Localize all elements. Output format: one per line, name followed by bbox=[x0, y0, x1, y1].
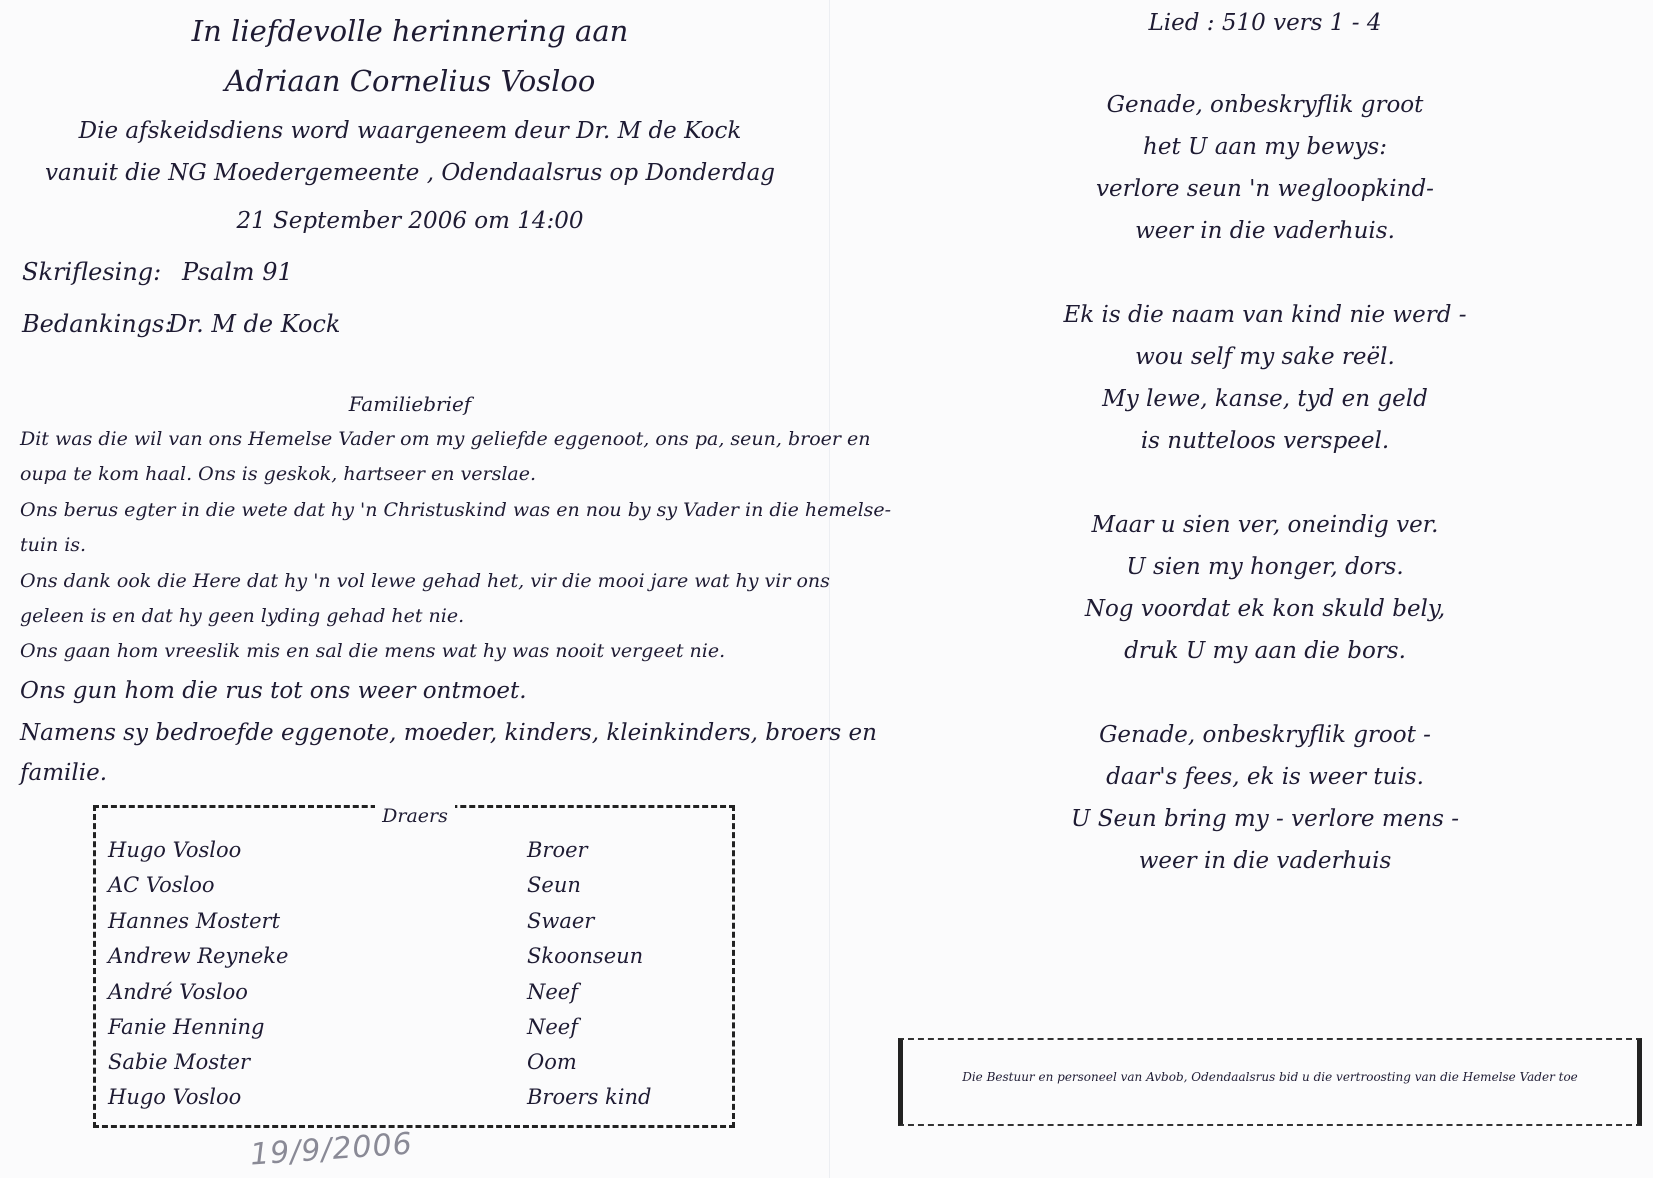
letter-line-large: familie. bbox=[20, 760, 108, 786]
service-date: 21 September 2006 om 14:00 bbox=[236, 208, 584, 234]
hymn-line: weer in die vaderhuis bbox=[1138, 848, 1392, 874]
pallbearer-name: Sabie Moster bbox=[108, 1050, 250, 1074]
hymn-line: weer in die vaderhuis. bbox=[1135, 218, 1395, 244]
pallbearer-relation: Swaer bbox=[527, 909, 595, 933]
hymn-line: Ek is die naam van kind nie werd - bbox=[1063, 302, 1467, 328]
scripture-label: Skriflesing: bbox=[22, 258, 162, 286]
letter-line: Ons dank ook die Here dat hy 'n vol lewe gehad het, vir die mooi jare wat hy vir ons bbox=[20, 570, 830, 592]
deceased-name: Adriaan Cornelius Vosloo bbox=[224, 64, 596, 98]
thanks-label: Bedankings: bbox=[22, 310, 173, 338]
letter-line: oupa te kom haal. Ons is geskok, hartseer en verslae. bbox=[20, 463, 537, 485]
hymn-title: Lied : 510 vers 1 - 4 bbox=[1148, 10, 1382, 36]
handwritten-date: 19/9/2006 bbox=[248, 1126, 414, 1173]
memorial-heading: In liefdevolle herinnering aan bbox=[191, 14, 629, 48]
pallbearer-relation: Broers kind bbox=[527, 1085, 652, 1109]
pallbearer-relation: Seun bbox=[527, 873, 581, 897]
letter-line: Ons gaan hom vreeslik mis en sal die mens wat hy was nooit vergeet nie. bbox=[20, 640, 726, 662]
letter-line: Ons berus egter in die wete dat hy 'n Christuskind was en nou by sy Vader in die hemelse- bbox=[20, 499, 892, 521]
hymn-line: verlore seun 'n wegloopkind- bbox=[1096, 176, 1434, 202]
letter-line: tuin is. bbox=[20, 534, 87, 556]
hymn-line: Genade, onbeskryflik groot bbox=[1106, 92, 1424, 118]
pallbearer-relation: Neef bbox=[527, 980, 579, 1004]
hymn-line: het U aan my bewys: bbox=[1143, 134, 1387, 160]
pallbearer-name: André Vosloo bbox=[108, 980, 248, 1004]
pallbearer-relation: Broer bbox=[527, 838, 588, 862]
pallbearer-relation: Neef bbox=[527, 1015, 579, 1039]
hymn-line: U Seun bring my - verlore mens - bbox=[1071, 806, 1459, 832]
letter-line-large: Ons gun hom die rus tot ons weer ontmoet. bbox=[20, 678, 527, 704]
letter-line: Dit was die wil van ons Hemelse Vader om my geliefde eggenoot, ons pa, seun, broer en bbox=[20, 428, 871, 450]
condolence-note: Die Bestuur en personeel van Avbob, Odendaalsrus bid u die vertroosting van die Hemelse Vader toe bbox=[962, 1070, 1578, 1084]
service-line-2: vanuit die NG Moedergemeente , Odendaalsrus op Donderdag bbox=[44, 160, 776, 186]
pallbearers-title: Draers bbox=[375, 805, 455, 827]
pallbearer-name: Hugo Vosloo bbox=[108, 1085, 242, 1109]
letter-title: Familiebrief bbox=[348, 392, 472, 416]
service-line-1: Die afskeidsdiens word waargeneem deur Dr. M de Kock bbox=[78, 118, 742, 144]
hymn-line: wou self my sake reël. bbox=[1135, 344, 1395, 370]
scripture-value: Psalm 91 bbox=[182, 258, 293, 286]
pallbearer-name: Andrew Reyneke bbox=[108, 944, 289, 968]
letter-line-large: Namens sy bedroefde eggenote, moeder, kinders, kleinkinders, broers en bbox=[20, 720, 877, 746]
pallbearer-relation: Skoonseun bbox=[527, 944, 644, 968]
letter-line: geleen is en dat hy geen lyding gehad het nie. bbox=[20, 605, 465, 627]
pallbearer-relation: Oom bbox=[527, 1050, 577, 1074]
hymn-line: U sien my honger, dors. bbox=[1126, 554, 1404, 580]
pallbearer-name: Fanie Henning bbox=[108, 1015, 265, 1039]
pallbearer-name: Hugo Vosloo bbox=[108, 838, 242, 862]
hymn-line: Genade, onbeskryflik groot - bbox=[1099, 722, 1431, 748]
pallbearer-name: AC Vosloo bbox=[108, 873, 215, 897]
hymn-line: My lewe, kanse, tyd en geld bbox=[1102, 386, 1428, 412]
hymn-line: daar's fees, ek is weer tuis. bbox=[1106, 764, 1424, 790]
hymn-line: Maar u sien ver, oneindig ver. bbox=[1091, 512, 1439, 538]
thanks-value: Dr. M de Kock bbox=[168, 310, 341, 338]
hymn-line: druk U my aan die bors. bbox=[1124, 638, 1406, 664]
hymn-line: Nog voordat ek kon skuld bely, bbox=[1084, 596, 1446, 622]
pallbearer-name: Hannes Mostert bbox=[108, 909, 281, 933]
hymn-line: is nutteloos verspeel. bbox=[1140, 428, 1390, 454]
